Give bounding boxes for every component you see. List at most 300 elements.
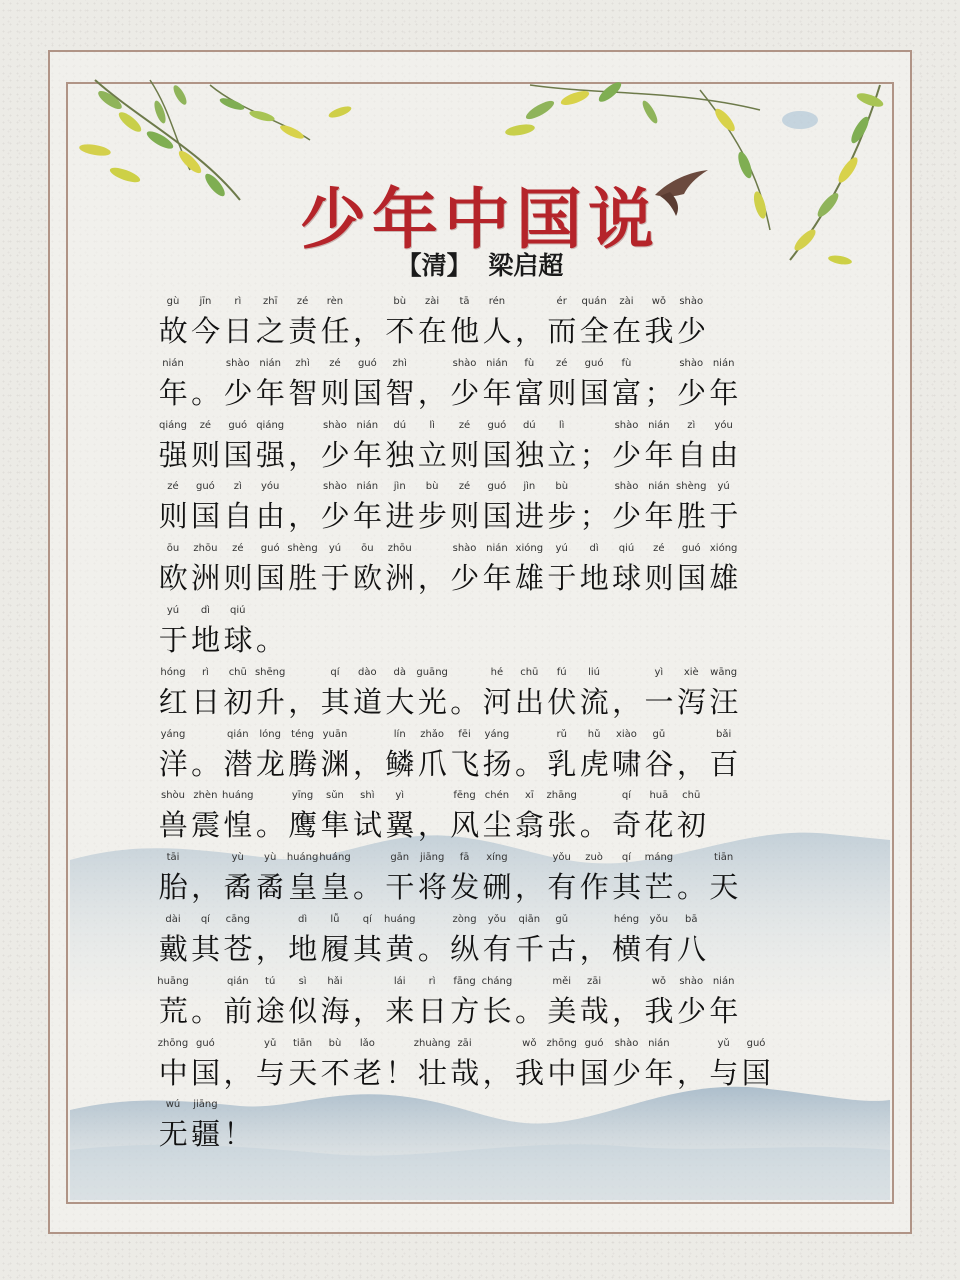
pinyin: dà — [393, 666, 406, 678]
character-cell — [708, 358, 740, 420]
hanzi: 谷 — [644, 746, 674, 781]
hanzi: 在 — [417, 314, 447, 348]
pinyin: yù — [264, 852, 277, 864]
hanzi: ； — [644, 375, 674, 410]
pinyin: wú — [165, 1099, 181, 1111]
hanzi: 地 — [579, 561, 609, 596]
pinyin: yǒu — [487, 913, 507, 925]
pinyin: yǒu — [649, 913, 669, 925]
pinyin: guó — [195, 1037, 215, 1049]
pinyin: jiāng — [193, 1099, 218, 1111]
hanzi: 年 — [482, 375, 512, 410]
pinyin: cháng — [481, 975, 513, 987]
hanzi: 兽 — [158, 808, 188, 843]
hanzi: 虎 — [579, 746, 609, 781]
hanzi: 途 — [255, 993, 285, 1028]
hanzi: 大 — [385, 684, 415, 719]
character-cell — [384, 543, 416, 605]
pinyin: bā — [685, 913, 698, 925]
pinyin: nián — [356, 419, 379, 431]
hanzi: 国 — [255, 561, 285, 596]
character-cell — [222, 790, 254, 852]
pinyin: zhì — [392, 357, 407, 369]
character-cell — [675, 790, 707, 852]
hanzi: ， — [676, 1055, 706, 1090]
hanzi: ， — [191, 870, 221, 905]
pinyin: tā — [459, 296, 470, 307]
hanzi: 震 — [191, 808, 221, 843]
pinyin: yì — [395, 790, 405, 802]
hanzi: ， — [417, 808, 447, 843]
hanzi: 将 — [417, 870, 447, 905]
pinyin: quán — [581, 296, 607, 307]
pinyin: fāng — [453, 975, 476, 987]
pinyin: zài — [619, 296, 634, 307]
pinyin: yǔ — [264, 1037, 277, 1049]
hanzi: 则 — [450, 437, 480, 472]
hanzi: ， — [579, 931, 609, 966]
hanzi: ， — [255, 931, 285, 966]
pinyin: zòng — [452, 913, 477, 925]
pinyin: zé — [296, 296, 309, 307]
hanzi: 球 — [612, 561, 642, 596]
character-cell — [481, 852, 513, 914]
pinyin: guó — [260, 543, 280, 555]
hanzi: 国 — [191, 1055, 221, 1090]
pinyin: nián — [712, 975, 735, 987]
hanzi: 升 — [255, 684, 285, 719]
character-cell — [708, 481, 740, 543]
character-cell — [222, 1099, 254, 1161]
character-cell — [675, 296, 707, 358]
character-cell — [546, 790, 578, 852]
hanzi: ， — [288, 437, 318, 472]
hanzi: 啸 — [612, 746, 642, 781]
hanzi: 乳 — [547, 746, 577, 781]
pinyin: huáng — [319, 852, 351, 864]
character-cell — [546, 914, 578, 976]
hanzi: 洲 — [385, 561, 415, 596]
hanzi: 人 — [482, 314, 512, 348]
character-cell — [578, 976, 610, 1038]
hanzi: 于 — [158, 622, 188, 657]
hanzi: 则 — [320, 375, 350, 410]
pinyin: lín — [393, 728, 406, 740]
hanzi: ； — [579, 437, 609, 472]
pinyin: hǔ — [587, 728, 601, 740]
hanzi: 少 — [676, 375, 706, 410]
hanzi: 。 — [191, 375, 221, 410]
pinyin: zé — [458, 419, 471, 431]
pinyin: qián — [226, 975, 249, 987]
pinyin: zé — [232, 543, 244, 555]
pinyin: fú — [556, 666, 567, 678]
hanzi: 海 — [320, 993, 350, 1028]
hanzi: 皇 — [320, 870, 350, 905]
pinyin: téng — [291, 728, 314, 740]
hanzi: 矞 — [255, 870, 285, 905]
pinyin: yóu — [714, 419, 733, 431]
pinyin: guó — [746, 1037, 766, 1049]
hanzi: 富 — [612, 375, 642, 410]
hanzi: ， — [288, 499, 318, 534]
pinyin: zhōng — [157, 1037, 189, 1049]
character-cell — [708, 852, 740, 914]
hanzi: 责 — [288, 314, 318, 348]
hanzi: 芒 — [644, 870, 674, 905]
hanzi: 荒 — [158, 993, 188, 1028]
pinyin: nián — [486, 357, 508, 369]
hanzi: 立 — [417, 437, 447, 472]
pinyin: yuān — [322, 728, 348, 740]
pinyin: lì — [558, 419, 565, 431]
pinyin: shào — [679, 357, 704, 369]
poem-line — [157, 852, 807, 914]
pinyin: dì — [589, 543, 599, 555]
pinyin: chén — [484, 790, 510, 802]
character-cell — [384, 914, 416, 976]
hanzi: 则 — [450, 499, 480, 534]
pinyin: dài — [165, 913, 181, 925]
hanzi: 少 — [612, 499, 642, 534]
hanzi: 发 — [450, 870, 480, 905]
character-cell — [546, 420, 578, 482]
pinyin: xī — [524, 790, 534, 802]
hanzi: 国 — [579, 375, 609, 410]
character-cell — [254, 481, 286, 543]
hanzi: 年 — [644, 1055, 674, 1090]
hanzi: 硎 — [482, 870, 512, 905]
pinyin: tiān — [292, 1037, 313, 1049]
pinyin: bù — [393, 296, 407, 307]
pinyin: zé — [555, 357, 568, 369]
hanzi: 。 — [191, 993, 221, 1028]
hanzi: 似 — [288, 993, 318, 1028]
hanzi: 独 — [385, 437, 415, 472]
hanzi: 龙 — [255, 746, 285, 781]
hanzi: 由 — [709, 437, 739, 472]
pinyin: zhǎo — [420, 728, 445, 740]
pinyin: měi — [552, 975, 572, 987]
pinyin: zāi — [457, 1037, 472, 1049]
poem-line — [157, 420, 807, 482]
pinyin: nián — [648, 419, 670, 431]
hanzi: 年 — [644, 437, 674, 472]
poem-line — [157, 358, 807, 420]
pinyin: qiú — [230, 604, 246, 616]
character-cell — [708, 420, 740, 482]
pinyin: shào — [614, 481, 639, 493]
hanzi: 独 — [514, 437, 544, 472]
hanzi: 全 — [579, 314, 609, 348]
pinyin: guó — [681, 543, 701, 555]
hanzi: 强 — [158, 437, 188, 472]
hanzi: 国 — [482, 437, 512, 472]
hanzi: 纵 — [450, 931, 480, 966]
hanzi: 爪 — [417, 746, 447, 781]
pinyin: shēng — [254, 666, 286, 678]
hanzi: 洲 — [191, 561, 221, 596]
hanzi: 天 — [709, 870, 739, 905]
hanzi: 国 — [676, 561, 706, 596]
hanzi: 。 — [255, 808, 285, 843]
hanzi: 有 — [482, 931, 512, 966]
hanzi: 矞 — [223, 870, 253, 905]
pinyin: tāi — [166, 852, 180, 864]
pinyin: zé — [199, 419, 212, 431]
pinyin: dì — [297, 913, 308, 925]
hanzi: 流 — [579, 684, 609, 719]
pinyin: sǔn — [326, 790, 344, 802]
character-cell — [254, 667, 286, 729]
character-cell — [319, 976, 351, 1038]
hanzi: 有 — [547, 870, 577, 905]
hanzi: 翼 — [385, 808, 415, 843]
pinyin: guó — [487, 419, 507, 431]
hanzi: 红 — [158, 684, 188, 719]
hanzi: 地 — [191, 622, 221, 657]
hanzi: 干 — [385, 870, 415, 905]
poem-line — [157, 790, 807, 852]
pinyin: dào — [358, 666, 377, 678]
hanzi: 日 — [223, 314, 253, 348]
hanzi: 其 — [320, 684, 350, 719]
pinyin: gǔ — [652, 728, 666, 740]
hanzi: 其 — [353, 931, 383, 966]
hanzi: 步 — [417, 499, 447, 534]
pinyin: guó — [357, 357, 377, 369]
pinyin: huā — [649, 790, 669, 802]
hanzi: 则 — [191, 437, 221, 472]
character-cell — [481, 729, 513, 791]
hanzi: 初 — [223, 684, 253, 719]
hanzi: 任 — [320, 314, 350, 348]
pinyin: zhōu — [387, 543, 412, 555]
pinyin: jìn — [393, 481, 406, 493]
hanzi: ！ — [385, 1055, 415, 1090]
pinyin: zhōng — [546, 1037, 577, 1049]
pinyin: lóng — [259, 728, 281, 740]
character-cell — [708, 729, 740, 791]
pinyin: qí — [621, 852, 632, 864]
hanzi: 不 — [320, 1055, 350, 1090]
pinyin: shòu — [160, 790, 185, 802]
poem-line — [157, 605, 807, 667]
pinyin: fēi — [458, 728, 471, 740]
pinyin: zhuàng — [413, 1037, 451, 1049]
hanzi: 由 — [255, 499, 285, 534]
pinyin: bǎi — [716, 728, 732, 740]
hanzi: 。 — [450, 684, 480, 719]
pinyin: sì — [298, 975, 307, 987]
hanzi: 故 — [158, 314, 188, 348]
pinyin: guó — [584, 357, 604, 369]
author-name: 梁启超 — [488, 251, 564, 280]
pinyin: zì — [233, 481, 242, 493]
pinyin: lǚ — [330, 913, 340, 925]
pinyin: ōu — [166, 543, 180, 555]
hanzi: 苍 — [223, 931, 253, 966]
hanzi: 少 — [676, 993, 706, 1028]
hanzi: 渊 — [320, 746, 350, 781]
pinyin: qiáng — [256, 419, 285, 431]
pinyin: zé — [329, 357, 341, 369]
character-cell — [449, 1038, 481, 1100]
hanzi: 自 — [676, 437, 706, 472]
hanzi: 泻 — [676, 684, 706, 719]
pinyin: yú — [166, 604, 180, 616]
poem-line — [157, 481, 807, 543]
hanzi: 鳞 — [385, 746, 415, 781]
character-cell — [319, 729, 351, 791]
hanzi: 国 — [353, 375, 383, 410]
hanzi: 中 — [547, 1055, 577, 1090]
pinyin: yóu — [260, 481, 280, 493]
hanzi: 在 — [612, 314, 642, 348]
hanzi: 智 — [288, 375, 318, 410]
hanzi: 少 — [223, 375, 253, 410]
pinyin: nián — [712, 357, 735, 369]
hanzi: 胜 — [288, 561, 318, 596]
pinyin: fù — [621, 357, 632, 369]
hanzi: 隼 — [320, 808, 350, 843]
pinyin: lǎo — [359, 1037, 375, 1049]
hanzi: 。 — [514, 993, 544, 1028]
hanzi: 前 — [223, 993, 253, 1028]
pinyin: bù — [425, 481, 439, 493]
poem-line — [157, 667, 807, 729]
pinyin: qiān — [518, 913, 541, 925]
hanzi: 试 — [353, 808, 383, 843]
hanzi: 其 — [612, 870, 642, 905]
pinyin: gǔ — [555, 913, 569, 925]
character-cell — [254, 420, 286, 482]
pinyin: rì — [234, 296, 242, 307]
hanzi: ， — [353, 314, 383, 348]
pinyin: shào — [323, 419, 347, 431]
hanzi: 与 — [255, 1055, 285, 1090]
poem-line — [157, 914, 807, 976]
character-cell — [578, 667, 610, 729]
hanzi: 国 — [191, 499, 221, 534]
pinyin: zhōu — [193, 543, 218, 555]
hanzi: 。 — [417, 931, 447, 966]
hanzi: 天 — [288, 1055, 318, 1090]
pinyin: wǒ — [522, 1037, 537, 1049]
pinyin: shào — [614, 1037, 639, 1049]
pinyin: guó — [487, 481, 507, 493]
hanzi: 于 — [547, 561, 577, 596]
author-dynasty: 【清】 — [396, 251, 472, 280]
hanzi: 年 — [709, 993, 739, 1028]
character-cell — [481, 296, 513, 358]
hanzi: 来 — [385, 993, 415, 1028]
hanzi: ， — [514, 870, 544, 905]
pinyin: jīn — [199, 296, 212, 307]
pinyin: dì — [200, 604, 210, 616]
pinyin: jiāng — [419, 852, 445, 864]
character-cell — [222, 605, 254, 667]
hanzi: ， — [514, 314, 544, 348]
hanzi: 百 — [709, 746, 739, 781]
hanzi: ， — [676, 746, 706, 781]
hanzi: 今 — [191, 314, 221, 348]
pinyin: chū — [228, 666, 247, 678]
poem-line — [157, 296, 807, 358]
hanzi: 雄 — [709, 561, 739, 596]
hanzi: 年 — [644, 499, 674, 534]
hanzi: 进 — [385, 499, 415, 534]
pinyin: zhì — [295, 357, 310, 369]
hanzi: 尘 — [482, 808, 512, 843]
hanzi: 与 — [709, 1055, 739, 1090]
hanzi: 风 — [450, 808, 480, 843]
character-cell — [643, 729, 675, 791]
pinyin: yáng — [484, 728, 510, 740]
pinyin: fù — [524, 357, 535, 369]
hanzi: 疆 — [191, 1117, 221, 1152]
hanzi: 张 — [547, 808, 577, 843]
hanzi: 进 — [514, 499, 544, 534]
hanzi: 潜 — [223, 746, 253, 781]
hanzi: 方 — [450, 993, 480, 1028]
hanzi: 胜 — [676, 499, 706, 534]
hanzi: ， — [223, 1055, 253, 1090]
hanzi: ， — [288, 684, 318, 719]
author-line — [0, 246, 960, 282]
pinyin: qián — [226, 728, 249, 740]
hanzi: 黄 — [385, 931, 415, 966]
hanzi: 则 — [223, 561, 253, 596]
character-cell — [740, 1038, 772, 1100]
hanzi: 皇 — [288, 870, 318, 905]
hanzi: 美 — [547, 993, 577, 1028]
hanzi: 光 — [417, 684, 447, 719]
hanzi: 年 — [353, 437, 383, 472]
hanzi: 智 — [385, 375, 415, 410]
hanzi: 他 — [450, 314, 480, 348]
hanzi: 无 — [158, 1117, 188, 1152]
hanzi: 欧 — [353, 561, 383, 596]
hanzi: 飞 — [450, 746, 480, 781]
pinyin: lái — [393, 975, 406, 987]
hanzi: 步 — [547, 499, 577, 534]
pinyin: zé — [458, 481, 471, 493]
hanzi: 汪 — [709, 684, 739, 719]
hanzi: 戴 — [158, 931, 188, 966]
hanzi: ； — [579, 499, 609, 534]
hanzi: 之 — [255, 314, 285, 348]
pinyin: shào — [679, 296, 704, 307]
character-cell — [384, 358, 416, 420]
pinyin: cāng — [225, 913, 250, 925]
hanzi: 不 — [385, 314, 415, 348]
pinyin: zhāng — [546, 790, 577, 802]
character-cell — [610, 358, 642, 420]
hanzi: 少 — [450, 561, 480, 596]
hanzi: 其 — [191, 931, 221, 966]
character-cell — [157, 729, 189, 791]
pinyin: dú — [522, 419, 536, 431]
pinyin: liú — [588, 666, 601, 678]
pinyin: xióng — [515, 543, 544, 555]
hanzi: ， — [353, 993, 383, 1028]
hanzi: 腾 — [288, 746, 318, 781]
hanzi: 作 — [579, 870, 609, 905]
hanzi: 年 — [255, 375, 285, 410]
pinyin: nián — [356, 481, 379, 493]
hanzi: 出 — [514, 684, 544, 719]
